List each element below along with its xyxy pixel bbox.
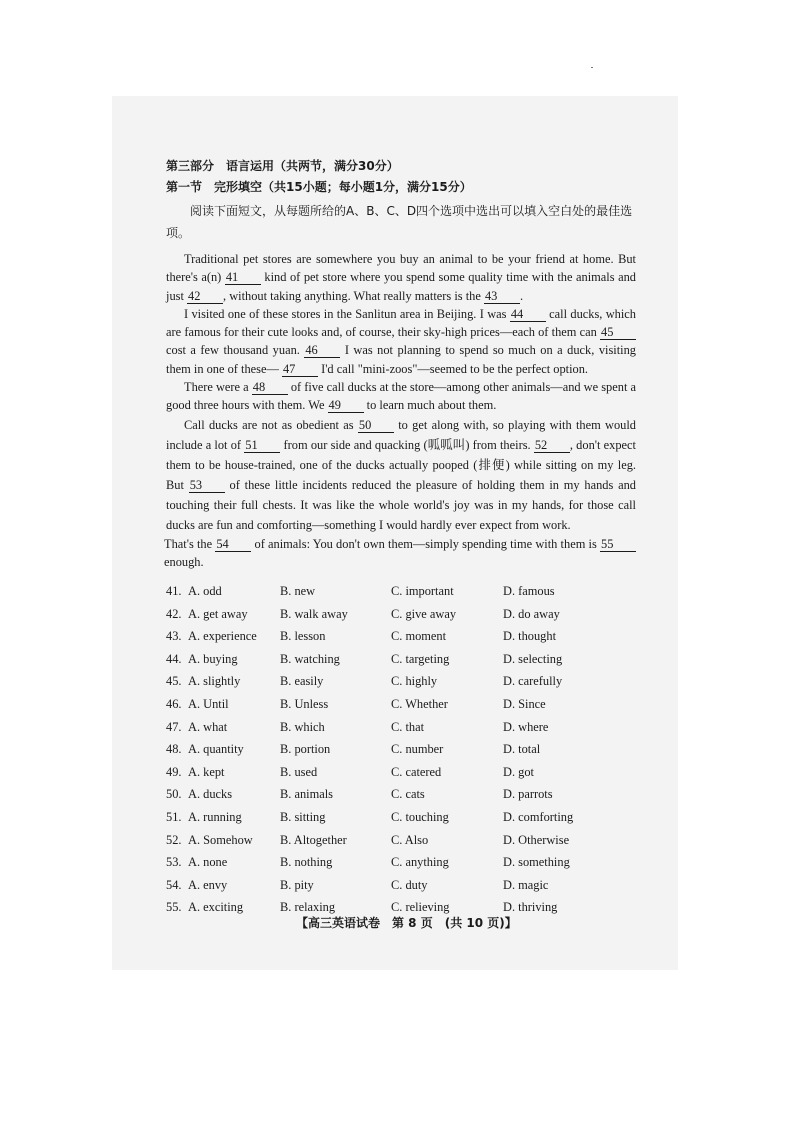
option-a: A. exciting bbox=[188, 900, 244, 915]
option-b: B. pity bbox=[280, 877, 314, 892]
question-number: 43. bbox=[166, 629, 182, 644]
passage-paragraph-1 bbox=[166, 250, 636, 305]
option-c: C. touching bbox=[391, 810, 449, 824]
option-d: D. famous bbox=[503, 584, 555, 599]
option-d: D. thought bbox=[503, 629, 557, 644]
question-number: 53. bbox=[166, 855, 182, 870]
passage-text: of these little incidents reduced the pleasure of holding them in my hands and touching their full chests. It was like the whole world's joy was in my hands, for those call ducks are fun and comforting—something I would hardly ever expect from work. bbox=[166, 477, 636, 532]
passage-text: , without taking anything. What really matters is the bbox=[223, 288, 484, 303]
passage-text: kind of pet store where you spend some quality time with the animals and just bbox=[166, 270, 636, 303]
option-a: A. get away bbox=[188, 606, 248, 621]
option-c: C. Also bbox=[391, 832, 429, 847]
question-row bbox=[166, 580, 636, 603]
passage-text: to get along with, so playing with them would include a lot of bbox=[166, 417, 636, 452]
question-number: 45. bbox=[166, 674, 182, 689]
option-c: C. relieving bbox=[391, 900, 450, 915]
question-number: 42. bbox=[166, 606, 182, 621]
option-a: A. kept bbox=[188, 764, 225, 779]
option-c: C. moment bbox=[391, 629, 447, 644]
question-number: 51. bbox=[166, 810, 182, 824]
option-d: D. selecting bbox=[503, 651, 563, 666]
option-b: B. portion bbox=[280, 742, 331, 757]
scan-speck bbox=[591, 67, 593, 68]
blank-51: 51 bbox=[244, 439, 280, 453]
question-number: 41. bbox=[166, 584, 182, 599]
option-b: B. watching bbox=[280, 651, 340, 666]
option-a: A. buying bbox=[188, 651, 238, 666]
question-number: 52. bbox=[166, 832, 182, 847]
question-number: 46. bbox=[166, 697, 182, 712]
passage-text: to learn much about them. bbox=[363, 398, 497, 413]
blank-47: 47 bbox=[282, 363, 318, 377]
question-row bbox=[166, 784, 636, 807]
option-d: D. magic bbox=[503, 877, 549, 892]
passage-paragraph-3 bbox=[166, 378, 636, 415]
option-b: B. which bbox=[280, 719, 325, 734]
option-a: A. none bbox=[188, 855, 228, 870]
question-row bbox=[166, 716, 636, 739]
question-row bbox=[166, 874, 636, 897]
option-a: A. what bbox=[188, 719, 228, 734]
question-number: 49. bbox=[166, 764, 182, 779]
blank-53: 53 bbox=[189, 479, 225, 493]
question-number: 54. bbox=[166, 877, 182, 892]
option-d: D. do away bbox=[503, 606, 560, 621]
option-d: D. thriving bbox=[503, 900, 558, 915]
option-a: A. quantity bbox=[188, 742, 244, 757]
blank-52: 52 bbox=[534, 439, 570, 453]
passage-text: cost a few thousand yuan. bbox=[166, 343, 305, 358]
option-c: C. duty bbox=[391, 877, 428, 892]
question-row bbox=[166, 671, 636, 694]
option-c: C. catered bbox=[391, 764, 442, 779]
blank-49: 49 bbox=[328, 399, 364, 413]
option-c: C. targeting bbox=[391, 651, 450, 666]
question-number: 55. bbox=[166, 900, 182, 915]
directions: 阅读下面短文，从每题所给的A、B、C、D四个选项中选出可以填入空白处的最佳选项。 bbox=[166, 204, 633, 240]
exam-content bbox=[166, 156, 636, 919]
page-footer: 【高三英语试卷 第 8 页 (共 10 页)】 bbox=[296, 916, 517, 930]
option-d: D. something bbox=[503, 855, 570, 870]
option-d: D. carefully bbox=[503, 674, 563, 689]
blank-50: 50 bbox=[358, 419, 394, 433]
passage-paragraph-2 bbox=[166, 305, 636, 378]
option-b: B. new bbox=[280, 584, 316, 599]
blank-48: 48 bbox=[252, 381, 288, 395]
option-b: B. nothing bbox=[280, 855, 333, 870]
option-c: C. that bbox=[391, 719, 425, 734]
passage-text: That's the bbox=[164, 536, 216, 551]
passage-paragraph-5 bbox=[164, 535, 636, 572]
passage-text: of animals: You don't own them—simply spending time with them is bbox=[251, 536, 601, 551]
option-c: C. highly bbox=[391, 674, 438, 689]
question-row bbox=[166, 761, 636, 784]
question-row bbox=[166, 829, 636, 852]
question-row bbox=[166, 693, 636, 716]
option-d: D. got bbox=[503, 764, 534, 779]
passage-text: from our side and quacking (呱呱叫) from theirs. bbox=[280, 437, 534, 452]
blank-54: 54 bbox=[215, 538, 251, 552]
option-b: B. Unless bbox=[280, 697, 329, 712]
blank-41: 41 bbox=[225, 271, 261, 285]
blank-44: 44 bbox=[510, 308, 546, 322]
option-b: B. used bbox=[280, 764, 318, 779]
passage-paragraph-4 bbox=[166, 415, 636, 535]
question-row bbox=[166, 738, 636, 761]
section-heading: 第三部分 语言运用（共两节，满分30分） bbox=[166, 159, 399, 173]
option-b: B. relaxing bbox=[280, 900, 336, 915]
blank-42: 42 bbox=[187, 290, 223, 304]
option-a: A. running bbox=[188, 810, 242, 824]
question-row bbox=[166, 851, 636, 874]
option-d: D. comforting bbox=[503, 810, 574, 824]
passage-text: Traditional pet stores are somewhere you buy an animal to be your friend at home. But there's a(n) bbox=[166, 252, 636, 285]
option-a: A. experience bbox=[188, 629, 257, 644]
passage-text: call ducks, which are famous for their cute looks and, of course, their sky-high prices—each of them can bbox=[166, 306, 636, 340]
passage-text: I was not planning to spend so much on a duck, visiting them in one of these— bbox=[166, 343, 636, 376]
passage-text: There were a bbox=[184, 380, 252, 395]
option-c: C. Whether bbox=[391, 697, 448, 712]
option-c: C. give away bbox=[391, 606, 457, 621]
option-b: B. Altogether bbox=[280, 832, 347, 847]
option-d: D. where bbox=[503, 719, 549, 734]
option-d: D. total bbox=[503, 742, 541, 757]
option-b: B. animals bbox=[280, 787, 333, 802]
passage-text: , don't expect them to be house-trained, one of the ducks actually pooped (排便) while sitting on my leg. But bbox=[166, 437, 637, 492]
option-c: C. anything bbox=[391, 855, 449, 870]
question-row bbox=[166, 648, 636, 671]
question-row bbox=[166, 603, 636, 626]
option-a: A. slightly bbox=[188, 674, 241, 689]
option-d: D. parrots bbox=[503, 787, 553, 802]
passage-text: Call ducks are not as obedient as bbox=[184, 417, 358, 432]
option-b: B. sitting bbox=[280, 810, 326, 824]
option-a: A. ducks bbox=[188, 787, 233, 802]
question-number: 48. bbox=[166, 742, 182, 757]
part-heading: 第一节 完形填空（共15小题；每小题1分，满分15分） bbox=[166, 180, 472, 194]
passage-text: of five call ducks at the store—among other animals—and we spent a good three hours with them. We bbox=[166, 380, 636, 413]
blank-55: 55 bbox=[600, 538, 636, 552]
question-number: 47. bbox=[166, 719, 182, 734]
option-b: B. easily bbox=[280, 674, 324, 689]
option-b: B. lesson bbox=[280, 629, 326, 644]
option-a: A. odd bbox=[188, 584, 222, 599]
option-c: C. cats bbox=[391, 787, 425, 802]
answer-options bbox=[166, 580, 636, 919]
passage-text: enough. bbox=[164, 554, 204, 569]
question-row bbox=[166, 625, 636, 648]
blank-45: 45 bbox=[600, 326, 636, 340]
question-number: 50. bbox=[166, 787, 182, 802]
question-number: 44. bbox=[166, 651, 182, 666]
option-a: A. Until bbox=[188, 697, 229, 712]
option-a: A. envy bbox=[188, 877, 228, 892]
option-c: C. important bbox=[391, 584, 454, 599]
option-d: D. Since bbox=[503, 697, 546, 712]
option-a: A. Somehow bbox=[188, 832, 253, 847]
option-d: D. Otherwise bbox=[503, 832, 570, 847]
question-row bbox=[166, 806, 636, 829]
option-b: B. walk away bbox=[280, 606, 348, 621]
blank-46: 46 bbox=[304, 344, 340, 358]
blank-43: 43 bbox=[484, 290, 520, 304]
passage-text: . bbox=[519, 288, 524, 303]
cloze-passage bbox=[166, 250, 636, 571]
option-c: C. number bbox=[391, 742, 444, 757]
passage-text: I'd call "mini-zoos"—seemed to be the perfect option. bbox=[317, 361, 589, 376]
passage-text: I visited one of these stores in the Sanlitun area in Beijing. I was bbox=[184, 306, 510, 321]
